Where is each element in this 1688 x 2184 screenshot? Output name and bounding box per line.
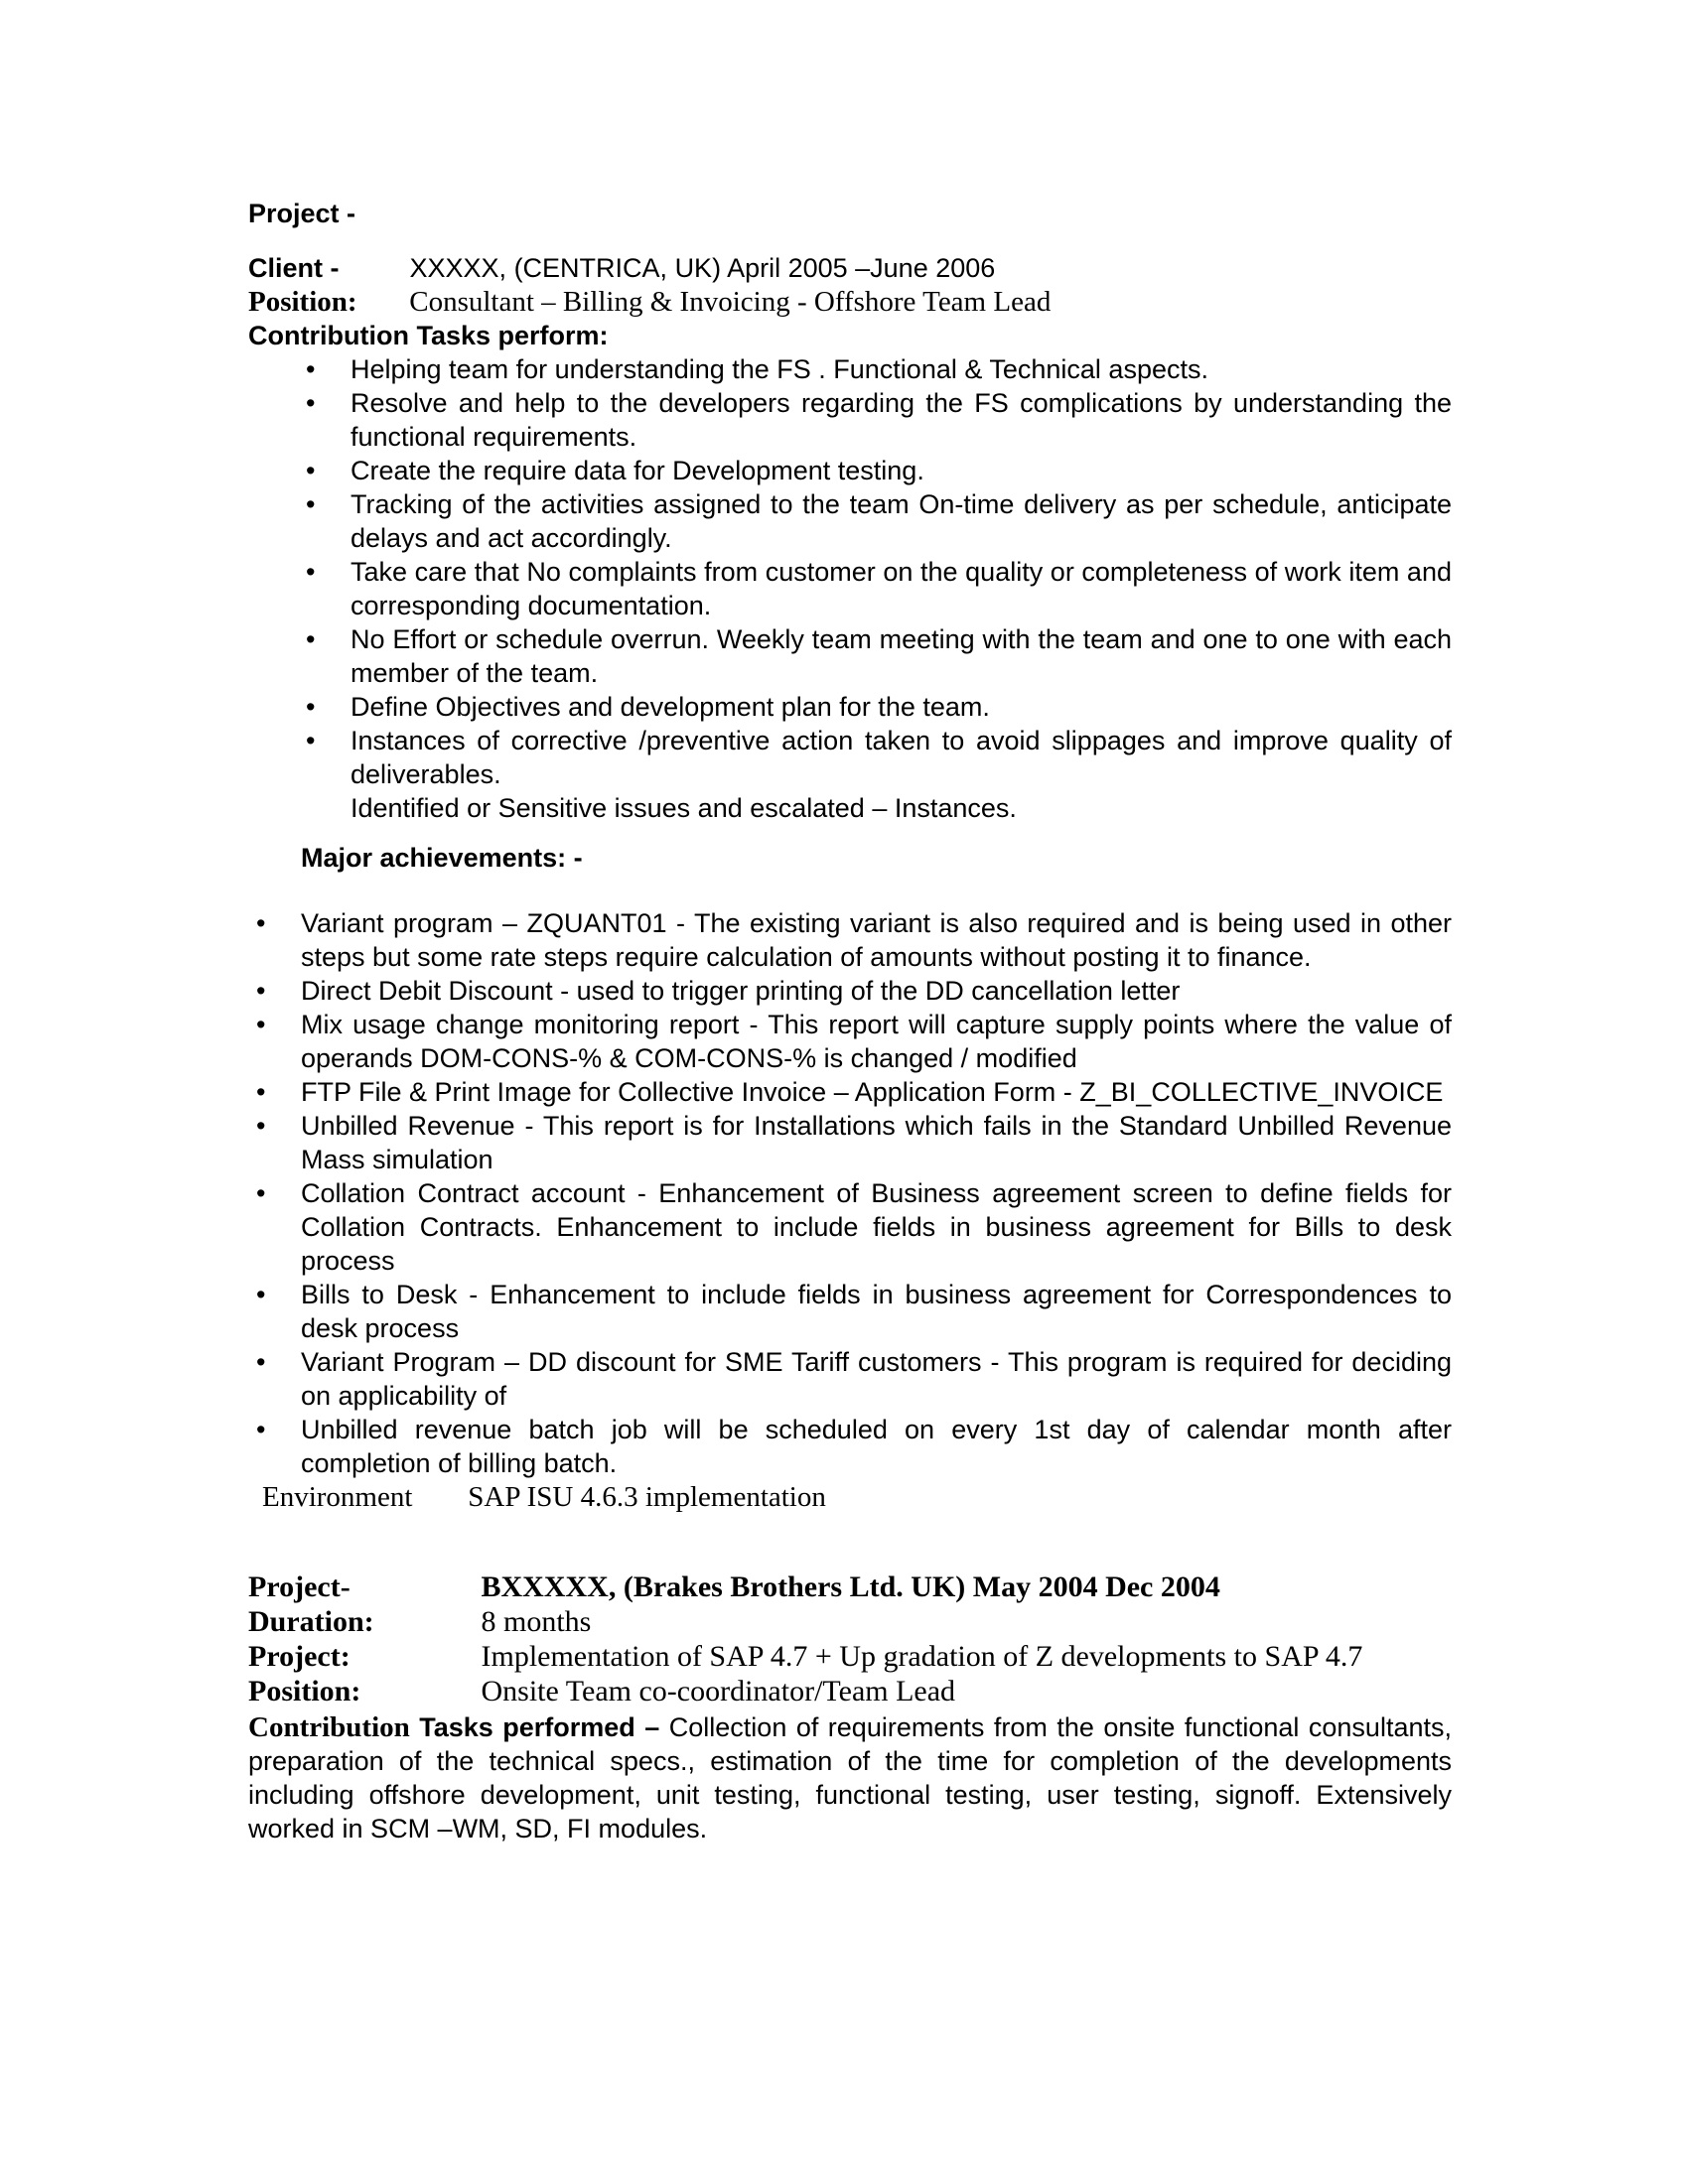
achievements-list [248, 906, 1452, 1480]
achievement-item: • Direct Debit Discount - used to trigger printing of the DD cancellation letter [248, 974, 1452, 1008]
project2-project-value: BXXXXX, (Brakes Brothers Ltd. UK) May 2004 Dec 2004 [481, 1570, 1220, 1603]
client-label: Client - [248, 253, 340, 283]
task-item: • No Effort or schedule overrun. Weekly team meeting with the team and one to one with each member of the team. [248, 622, 1452, 690]
task-item: • Resolve and help to the developers regarding the FS complications by understanding the functional requirements. [248, 386, 1452, 454]
task-item: • Tracking of the activities assigned to the team On-time delivery as per schedule, anticipate delays and act accordingly. [248, 487, 1452, 555]
project2-description-row [248, 1639, 1452, 1674]
achievement-item: • Variant program – ZQUANT01 - The existing variant is also required and is being used in other steps but some rate steps require calculation of amounts without posting it to finance. [248, 906, 1452, 974]
achievement-item: • Unbilled Revenue - This report is for Installations which fails in the Standard Unbilled Revenue Mass simulation [248, 1109, 1452, 1176]
contribution-tasks-list [248, 352, 1452, 791]
project2-description-value: Implementation of SAP 4.7 + Up gradation of Z developments to SAP 4.7 [481, 1640, 1363, 1673]
client-value: XXXXX, (CENTRICA, UK) April 2005 –June 2006 [409, 253, 996, 283]
achievement-item: • Collation Contract account - Enhancement of Business agreement screen to define fields for Collation Contracts. Enhancement to include fields in business agreement for Bills to desk process [248, 1176, 1452, 1278]
project2-description-label: Project: [248, 1640, 351, 1673]
achievement-item: • Bills to Desk - Enhancement to include fields in business agreement for Correspondences to desk process [248, 1278, 1452, 1345]
achievement-item: • Variant Program – DD discount for SME Tariff customers - This program is required for deciding on applicability of [248, 1345, 1452, 1413]
project2-position-label: Position: [248, 1675, 361, 1707]
document-content [248, 197, 1452, 1845]
contribution-tasks-heading: Contribution Tasks perform: [248, 321, 609, 350]
project-heading: Project - [248, 199, 356, 228]
contribution-paragraph [248, 1710, 1452, 1845]
environment-line [262, 1480, 1452, 1514]
project2-duration-label: Duration: [248, 1605, 374, 1638]
task-item: • Define Objectives and development plan for the team. [248, 690, 1452, 724]
project2-project-row [248, 1570, 1452, 1604]
project2-position-value: Onsite Team co-coordinator/Team Lead [481, 1675, 956, 1707]
position-value: Consultant – Billing & Invoicing - Offshore Team Lead [409, 286, 1052, 318]
client-line [248, 251, 1452, 285]
contribution-label-sans: Tasks performed – [419, 1712, 660, 1742]
environment-label: Environment [262, 1481, 413, 1513]
major-achievements-heading: Major achievements: - [301, 843, 583, 873]
achievement-item: • Unbilled revenue batch job will be scheduled on every 1st day of calendar month after completion of billing batch. [248, 1413, 1452, 1480]
contribution-text: Collection of requirements from the onsite functional consultants, preparation of the technical specs., estimation of the time for completion of the developments including offshore development, unit testing, functional testing, user testing, signoff. Extensively worked in SCM –WM, SD, FI modules. [248, 1712, 1452, 1843]
contribution-label-serif: Contribution [248, 1711, 410, 1743]
environment-value: SAP ISU 4.6.3 implementation [468, 1481, 826, 1513]
project2-duration-value: 8 months [481, 1605, 592, 1638]
project2-duration-row [248, 1604, 1452, 1639]
task-item: • Create the require data for Development testing. [248, 454, 1452, 487]
position-line [248, 285, 1452, 319]
achievement-item: • Mix usage change monitoring report - This report will capture supply points where the value of operands DOM-CONS-% & COM-CONS-% is changed / modified [248, 1008, 1452, 1075]
task-item: • Helping team for understanding the FS . Functional & Technical aspects. [248, 352, 1452, 386]
position-label: Position: [248, 286, 357, 318]
project2-position-row [248, 1674, 1452, 1708]
project-2-section [248, 1570, 1452, 1845]
task-item: • Instances of corrective /preventive action taken to avoid slippages and improve quality of deliverables. [248, 724, 1452, 791]
project2-project-label: Project- [248, 1570, 351, 1603]
tasks-footnote: Identified or Sensitive issues and escalated – Instances. [351, 793, 1017, 823]
task-item: • Take care that No complaints from customer on the quality or completeness of work item and corresponding documentation. [248, 555, 1452, 622]
achievement-item: • FTP File & Print Image for Collective Invoice – Application Form - Z_BI_COLLECTIVE_INVOICE [248, 1075, 1452, 1109]
